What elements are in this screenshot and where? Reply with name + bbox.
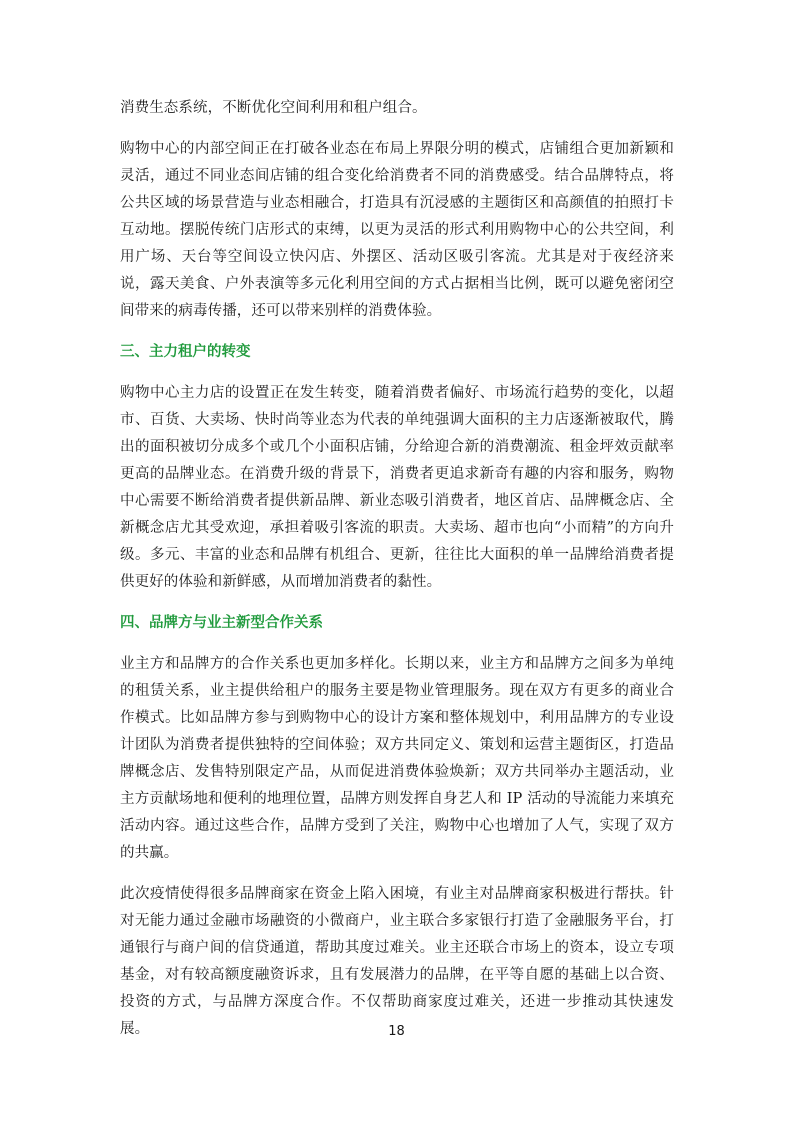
section-heading-anchor-tenant: 三、主力租户的转变 <box>120 344 251 360</box>
paragraph-pandemic-support: 此次疫情使得很多品牌商家在资金上陷入困境，有业主对品牌商家积极进行帮扶。针对无能力通过金融市场融资的小微商户，业主联合多家银行打造了金融服务平台，打通银行与商户间的信贷通道，帮助其度过难关。业主还联合市场上的资本，设立专项基金，对有较高额度融资诉求，且有发展潜力的品牌，在平等自愿的基础上以合资、投资的方式，与品牌方深度合作。不仅帮助商家度过难关，还进一步推动其快速发展。 <box>120 886 674 1037</box>
paragraph-continuation: 消费生态系统，不断优化空间利用和租户组合。 <box>120 100 427 116</box>
section-heading-brand-partnership: 四、品牌方与业主新型合作关系 <box>120 615 323 631</box>
paragraph-brand-partnership: 业主方和品牌方的合作关系也更加多样化。长期以来，业主方和品牌方之间多为单纯的租赁关系，业主提供给租户的服务主要是物业管理服务。现在双方有更多的商业合作模式。比如品牌方参与到购物中心的设计方案和整体规划中，利用品牌方的专业设计团队为消费者提供独特的空间体验；双方共同定义、策划和运营主题街区，打造品牌概念店、发售特别限定产品，从而促进消费体验焕新；双方共同举办主题活动，业主方贡献场地和便利的地理位置，品牌方则发挥自身艺人和 IP 活动的导流能力来填充活动内容。通过这些合作，品牌方受到了关注，购物中心也增加了人气，实现了双方的共赢。 <box>120 656 674 861</box>
page-number: 18 <box>388 1024 405 1039</box>
paragraph-space-layout: 购物中心的内部空间正在打破各业态在布局上界限分明的模式，店铺组合更加新颖和灵活，通过不同业态间店铺的组合变化给消费者不同的消费感受。结合品牌特点，将公共区域的场景营造与业态相融合，打造具有沉浸感的主题街区和高颜值的拍照打卡互动地。摆脱传统门店形式的束缚，以更为灵活的形式利用购物中心的公共空间，利用广场、天台等空间设立快闪店、外摆区、活动区吸引客流。尤其是对于夜经济来说，露天美食、户外表演等多元化利用空间的方式占据相当比例，既可以避免密闭空间带来的病毒传播，还可以带来别样的消费体验。 <box>120 141 674 319</box>
paragraph-anchor-tenant: 购物中心主力店的设置正在发生转变，随着消费者偏好、市场流行趋势的变化，以超市、百货、大卖场、快时尚等业态为代表的单纯强调大面积的主力店逐渐被取代，腾出的面积被切分成多个或几个小面积店铺，分给迎合新的消费潮流、租金坪效贡献率更高的品牌业态。在消费升级的背景下，消费者更追求新奇有趣的内容和服务，购物中心需要不断给消费者提供新品牌、新业态吸引消费者，地区首店、品牌概念店、全新概念店尤其受欢迎，承担着吸引客流的职责。大卖场、超市也向“小而精”的方向升级。多元、丰富的业态和品牌有机组合、更新，往往比大面积的单一品牌给消费者提供更好的体验和新鲜感，从而增加消费者的黏性。 <box>120 385 674 590</box>
page-content <box>120 95 674 1043</box>
